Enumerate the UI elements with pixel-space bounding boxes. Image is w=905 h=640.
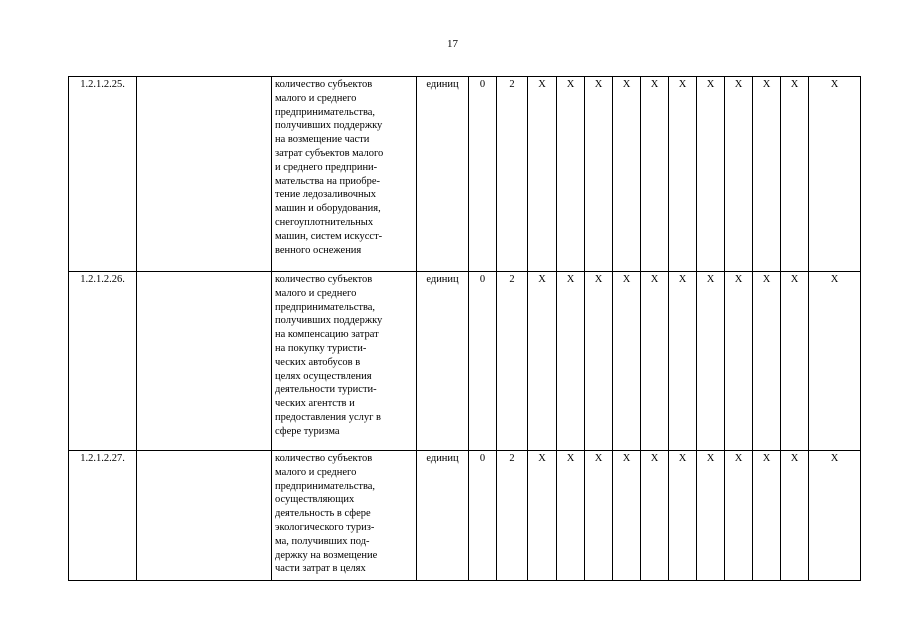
- description-line: экологического туриз-: [275, 521, 375, 533]
- description-line: предпринимательства,: [275, 106, 376, 118]
- indicator-table: [68, 76, 861, 581]
- description-line: тение ледозаливочных: [275, 189, 376, 201]
- not-applicable-cell: Х: [781, 77, 809, 272]
- subprogram-cell: [137, 77, 272, 272]
- unit-cell: единиц: [417, 451, 469, 581]
- not-applicable-cell: Х: [697, 451, 725, 581]
- not-applicable-cell: Х: [641, 451, 669, 581]
- description-line: снегоуплотнительных: [275, 216, 374, 228]
- indicator-description: [272, 451, 417, 581]
- not-applicable-cell: Х: [585, 451, 613, 581]
- subprogram-cell: [137, 451, 272, 581]
- value-cell-target: 2: [497, 77, 528, 272]
- not-applicable-cell: Х: [585, 77, 613, 272]
- table-row: [69, 272, 861, 451]
- not-applicable-cell: Х: [725, 77, 753, 272]
- not-applicable-cell: Х: [809, 272, 861, 451]
- description-line: деятельность в сфере: [275, 508, 371, 520]
- description-line: затрат субъектов малого: [275, 147, 384, 159]
- description-line: малого и среднего: [275, 466, 357, 478]
- not-applicable-cell: Х: [557, 451, 585, 581]
- not-applicable-cell: Х: [809, 451, 861, 581]
- not-applicable-cell: Х: [613, 77, 641, 272]
- not-applicable-cell: Х: [557, 77, 585, 272]
- description-line: на возмещение части: [275, 134, 370, 146]
- description-line: предпринимательства,: [275, 480, 376, 492]
- indicator-code: 1.2.1.2.26.: [69, 272, 137, 451]
- description-line: ческих агентств и: [275, 398, 355, 410]
- unit-cell: единиц: [417, 77, 469, 272]
- not-applicable-cell: Х: [697, 77, 725, 272]
- not-applicable-cell: Х: [669, 272, 697, 451]
- indicator-description: [272, 272, 417, 451]
- description-line: целях осуществления: [275, 370, 372, 382]
- description-line: ческих автобусов в: [275, 356, 361, 368]
- description-line: машин, систем искусст-: [275, 230, 383, 242]
- indicator-code: 1.2.1.2.25.: [69, 77, 137, 272]
- not-applicable-cell: Х: [753, 272, 781, 451]
- not-applicable-cell: Х: [669, 77, 697, 272]
- description-line: малого и среднего: [275, 287, 357, 299]
- not-applicable-cell: Х: [613, 272, 641, 451]
- not-applicable-cell: Х: [641, 272, 669, 451]
- description-line: на покупку туристи-: [275, 342, 367, 354]
- unit-cell: единиц: [417, 272, 469, 451]
- not-applicable-cell: Х: [725, 451, 753, 581]
- indicator-description: [272, 77, 417, 272]
- description-line: предоставления услуг в: [275, 411, 381, 423]
- not-applicable-cell: Х: [528, 272, 557, 451]
- not-applicable-cell: Х: [669, 451, 697, 581]
- not-applicable-cell: Х: [753, 77, 781, 272]
- table-row: [69, 77, 861, 272]
- value-cell-base: 0: [469, 272, 497, 451]
- description-line: осуществляющих: [275, 494, 355, 506]
- value-cell-target: 2: [497, 451, 528, 581]
- table-row: [69, 451, 861, 581]
- description-line: венного оснежения: [275, 244, 362, 256]
- not-applicable-cell: Х: [528, 77, 557, 272]
- not-applicable-cell: Х: [697, 272, 725, 451]
- description-line: количество субъектов: [275, 79, 373, 90]
- description-line: части затрат в целях: [275, 563, 366, 575]
- value-cell-target: 2: [497, 272, 528, 451]
- not-applicable-cell: Х: [613, 451, 641, 581]
- description-line: и среднего предприни-: [275, 161, 378, 173]
- value-cell-base: 0: [469, 77, 497, 272]
- description-line: сфере туризма: [275, 425, 340, 437]
- not-applicable-cell: Х: [753, 451, 781, 581]
- page-number: 17: [447, 38, 458, 50]
- description-line: деятельности туристи-: [275, 384, 377, 396]
- value-cell-base: 0: [469, 451, 497, 581]
- not-applicable-cell: Х: [528, 451, 557, 581]
- not-applicable-cell: Х: [781, 451, 809, 581]
- description-line: держку на возмещение: [275, 549, 378, 561]
- not-applicable-cell: Х: [781, 272, 809, 451]
- indicator-code: 1.2.1.2.27.: [69, 451, 137, 581]
- subprogram-cell: [137, 272, 272, 451]
- description-line: количество субъектов: [275, 274, 373, 285]
- not-applicable-cell: Х: [809, 77, 861, 272]
- description-line: предпринимательства,: [275, 301, 376, 313]
- not-applicable-cell: Х: [557, 272, 585, 451]
- not-applicable-cell: Х: [725, 272, 753, 451]
- description-line: машин и оборудования,: [275, 203, 381, 215]
- description-line: получивших поддержку: [275, 120, 383, 132]
- description-line: количество субъектов: [275, 453, 373, 464]
- description-line: мательства на приобре-: [275, 175, 380, 187]
- description-line: малого и среднего: [275, 92, 357, 104]
- description-line: получивших поддержку: [275, 315, 383, 327]
- not-applicable-cell: Х: [641, 77, 669, 272]
- not-applicable-cell: Х: [585, 272, 613, 451]
- description-line: ма, получивших под-: [275, 535, 370, 547]
- description-line: на компенсацию затрат: [275, 329, 379, 341]
